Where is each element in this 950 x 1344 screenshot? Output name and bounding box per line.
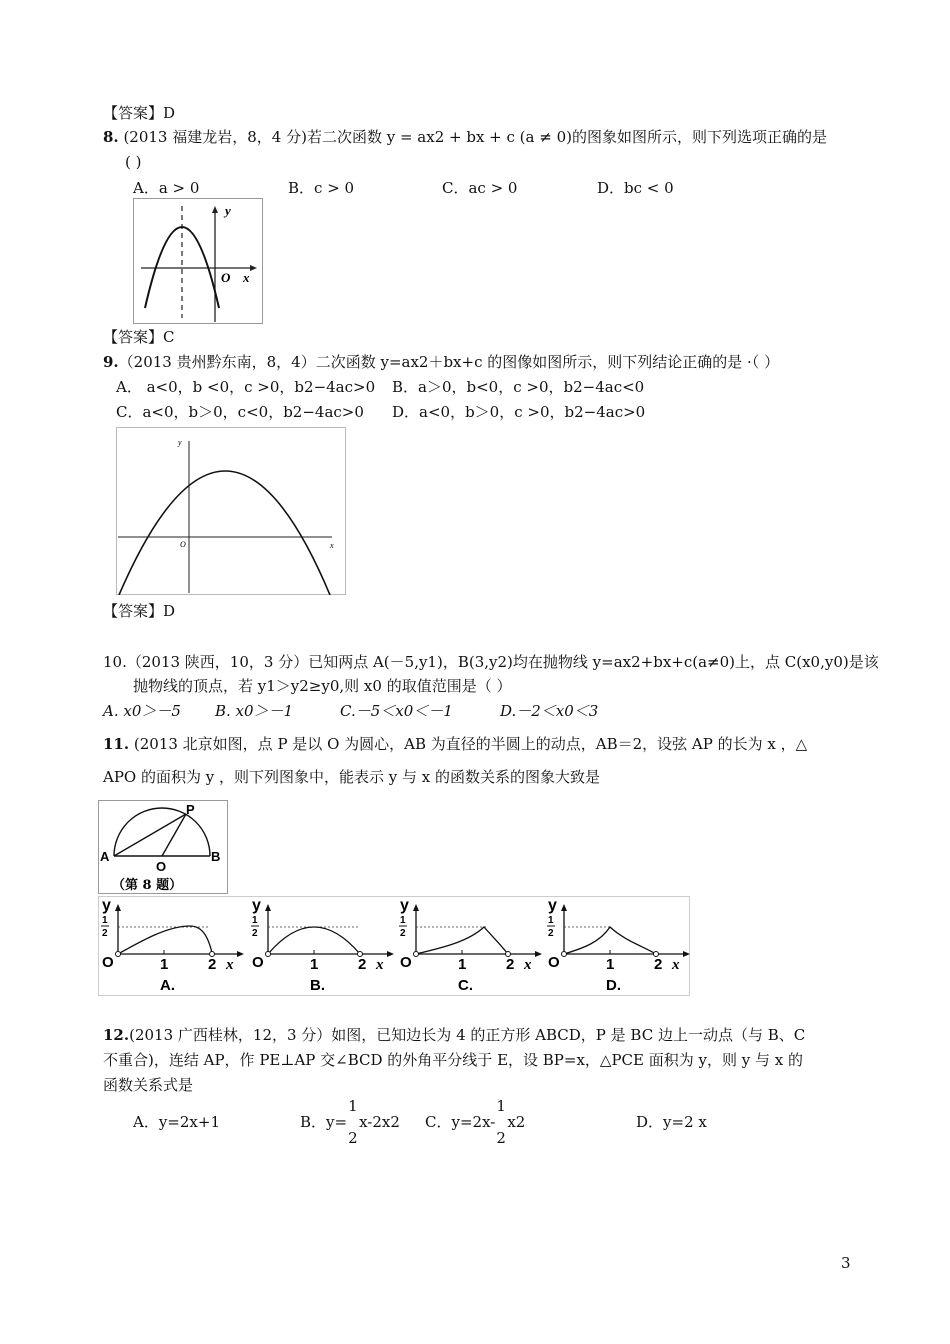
option-c-suffix: x2	[507, 1113, 526, 1131]
x-label: x	[243, 270, 250, 285]
half-numerator: 1	[252, 915, 258, 926]
q11-choice-graphs	[98, 896, 690, 996]
origin-label: O	[548, 954, 560, 971]
point-a-label: A	[100, 849, 110, 864]
y-label: y	[548, 897, 557, 914]
open-point	[414, 952, 419, 957]
question-number: 9.	[103, 353, 119, 371]
half-numerator: 1	[548, 915, 554, 926]
question-text: (2013 福建龙岩，8，4 分)若二次函数 y = ax2 + bx + c (a ≠ 0)的图象如图所示，则下列选项正确的是	[118, 128, 827, 146]
graphs-frame	[99, 897, 690, 996]
fraction	[347, 1097, 359, 1147]
origin-label: O	[180, 540, 186, 549]
caption-a: A.	[160, 977, 175, 994]
option-d: D.－2＜x0＜3	[500, 702, 599, 720]
x-label: x	[524, 957, 532, 973]
caption-d: D.	[606, 977, 621, 994]
option-b: B．a＞0，b<0，c >0，b2−4ac<0	[392, 378, 645, 396]
figure-frame	[134, 199, 263, 324]
x-label: x	[672, 957, 680, 973]
y-axis-arrow	[212, 206, 218, 213]
question-12-stem-line2: 不重合)，连结 AP，作 PE⊥AP 交∠BCD 的外角平分线于 E，设 BP=x，△PCE 面积为 y，则 y 与 x 的	[103, 1051, 804, 1069]
question-number: 8.	[103, 128, 119, 146]
semicircle-arc	[114, 808, 210, 856]
tick-1-label: 1	[458, 956, 467, 973]
curve	[118, 926, 212, 954]
question-number: 12.	[103, 1026, 130, 1044]
fraction-numerator: 1	[348, 1097, 358, 1115]
x-label: x	[226, 957, 234, 973]
question-text: (2013 广西桂林，12，3 分）如图，已知边长为 4 的正方形 ABCD，P 是 BC 边上一动点（与 B、C	[129, 1026, 806, 1044]
y-axis-arrow	[413, 904, 419, 911]
question-11-stem-line2: APO 的面积为 y ，则下列图象中，能表示 y 与 x 的函数关系的图象大致是	[103, 768, 601, 786]
question-text: （2013 贵州黔东南，8，4）二次函数 y=ax2＋bx+c 的图像如图所示，则下列结论正确的是 ·（ ）	[118, 353, 780, 371]
option-d: D．a<0，b＞0，c >0，b2−4ac>0	[392, 403, 646, 421]
curve	[564, 927, 656, 954]
option-a: A． a<0，b <0，c >0，b2−4ac>0	[116, 378, 376, 396]
y-axis-arrow	[265, 904, 271, 911]
fraction-denominator: 2	[496, 1129, 506, 1147]
tick-1-label: 1	[310, 956, 319, 973]
x-axis-arrow	[535, 951, 542, 957]
option-d: D．bc < 0	[597, 179, 674, 197]
origin-label: O	[102, 954, 114, 971]
half-denominator: 2	[252, 928, 258, 939]
q9-parabola-figure	[116, 427, 346, 595]
answer-paren: ( )	[125, 153, 142, 171]
option-c-prefix: C．y=2x-	[425, 1113, 496, 1131]
half-denominator: 2	[548, 928, 554, 939]
option-b-prefix: B．y=	[300, 1113, 348, 1131]
x-axis-arrow	[387, 951, 394, 957]
y-label: y	[400, 897, 409, 914]
x-axis-arrow	[250, 265, 257, 271]
fraction	[495, 1097, 507, 1147]
question-10-stem-line1: 10.（2013 陕西，10，3 分）已知两点 A(－5,y1)，B(3,y2)均在抛物线 y=ax2+bx+c(a≠0)上，点 C(x0,y0)是该	[103, 653, 879, 671]
graph-c	[399, 897, 542, 994]
x-label: x	[376, 957, 384, 973]
y-label: y	[102, 897, 111, 914]
tick-1-label: 1	[606, 956, 615, 973]
q11-semicircle-figure	[98, 800, 228, 894]
y-axis-arrow	[561, 904, 567, 911]
answer-q8: 【答案】C	[103, 328, 175, 346]
option-a: A．y=2x+1	[133, 1113, 220, 1131]
option-c: C．ac > 0	[442, 179, 518, 197]
question-9-stem	[103, 352, 779, 372]
question-10-stem-line2: 抛物线的顶点，若 y1＞y2≥y0,则 x0 的取值范围是（ ）	[133, 677, 512, 695]
tick-2-label: 2	[654, 956, 663, 973]
y-axis-arrow	[115, 904, 121, 911]
origin-label: O	[252, 954, 264, 971]
tick-2-label: 2	[358, 956, 367, 973]
point-o-label: O	[156, 859, 167, 874]
option-c: C.－5＜x0＜－1	[340, 702, 453, 720]
curve	[416, 927, 508, 954]
answer-q9: 【答案】D	[103, 602, 176, 620]
question-number: 11.	[103, 735, 130, 753]
figure-caption: （第 8 题）	[112, 878, 183, 893]
option-d: D．y=2 x	[636, 1113, 707, 1131]
y-label: y	[225, 203, 231, 218]
question-12-stem-line3: 函数关系式是	[103, 1076, 194, 1094]
point-p-label: P	[186, 802, 195, 817]
x-label: x	[330, 541, 334, 550]
figure-frame	[117, 428, 346, 595]
half-numerator: 1	[400, 915, 406, 926]
option-c: C．a<0，b＞0，c<0，b2−4ac>0	[116, 403, 364, 421]
graph-a	[101, 897, 244, 994]
question-text: (2013 北京如图，点 P 是以 O 为圆心，AB 为直径的半圆上的动点，AB＝2，设弦 AP 的长为 x ，△	[129, 735, 808, 753]
option-b: B. x0＞－1	[215, 702, 294, 720]
caption-c: C.	[458, 977, 473, 994]
chord-ap	[114, 814, 186, 856]
question-8-stem	[103, 127, 827, 147]
graph-d	[547, 897, 690, 994]
tick-1-label: 1	[160, 956, 169, 973]
y-label: y	[252, 897, 261, 914]
x-axis-arrow	[237, 951, 244, 957]
option-b	[300, 1097, 400, 1147]
question-12-stem-line1	[103, 1025, 805, 1045]
open-point	[266, 952, 271, 957]
half-denominator: 2	[400, 928, 406, 939]
parabola	[119, 471, 330, 595]
answer-q7: 【答案】D	[103, 104, 176, 122]
y-label: y	[178, 438, 182, 447]
option-c	[425, 1097, 526, 1147]
half-denominator: 2	[102, 928, 108, 939]
point-b-label: B	[211, 849, 221, 864]
graph-b	[251, 897, 394, 994]
caption-b: B.	[310, 977, 325, 994]
option-b: B．c > 0	[288, 179, 355, 197]
option-a: A. x0＞－5	[103, 702, 181, 720]
origin-label: O	[400, 954, 412, 971]
curve	[268, 927, 360, 954]
q8-parabola-figure	[133, 198, 263, 324]
tick-2-label: 2	[208, 956, 217, 973]
option-b-suffix: x-2x2	[359, 1113, 400, 1131]
question-11-stem-line1	[103, 734, 807, 754]
fraction-numerator: 1	[496, 1097, 506, 1115]
fraction-denominator: 2	[348, 1129, 358, 1147]
origin-label: O	[221, 270, 231, 285]
tick-2-label: 2	[506, 956, 515, 973]
page-number: 3	[841, 1254, 851, 1272]
open-point	[562, 952, 567, 957]
option-a: A．a > 0	[133, 179, 200, 197]
open-point	[116, 952, 121, 957]
x-axis-arrow	[683, 951, 690, 957]
half-numerator: 1	[102, 915, 108, 926]
